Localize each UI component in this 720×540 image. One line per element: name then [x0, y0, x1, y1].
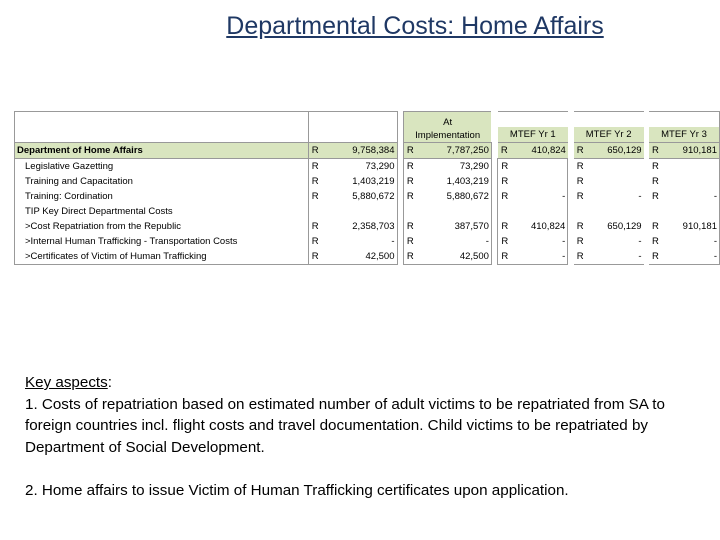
table-row: Training and Capacitation R 1,403,219 R 1,403,219 R R R	[15, 174, 720, 189]
header-mtef-yr3: MTEF Yr 3	[649, 127, 720, 143]
key-aspect-point-1: 1. Costs of repatriation based on estimated number of adult victims to be repatriated from SA to foreign countries incl. flight costs and travel documentation. Child victims to be repatriated by Department of Social Development.	[25, 395, 665, 456]
table-row: TIP Key Direct Departmental Costs	[15, 204, 720, 219]
table-row: Department of Home Affairs R 9,758,384 R 7,787,250 R 410,824 R 650,129 R 910,181	[15, 143, 720, 159]
header-at-implementation: At Implementation	[403, 112, 491, 143]
table-row: Legislative Gazetting R 73,290 R 73,290 R R R	[15, 159, 720, 175]
table-row: >Cost Repatriation from the Republic R 2,358,703 R 387,570 R 410,824 R 650,129 R 910,181	[15, 219, 720, 234]
header-mtef-yr1: MTEF Yr 1	[498, 127, 568, 143]
key-aspects: Key aspects: 1. Costs of repatriation based on estimated number of adult victims to be repatriated from SA to foreign countries incl. flight costs and travel documentation. Child victims to be repatriated by Department of Social Development. 2. Home affairs to issue Victim of Human Trafficking certificates upon application.	[25, 372, 705, 502]
table-row: >Certificates of Victim of Human Trafficking R 42,500 R 42,500 R - R - R -	[15, 249, 720, 265]
page-title: Departmental Costs: Home Affairs	[226, 12, 604, 40]
table-row: >Internal Human Trafficking - Transportation Costs R - R - R - R - R -	[15, 234, 720, 249]
key-aspects-heading: Key aspects	[25, 374, 108, 391]
header-mtef-yr2: MTEF Yr 2	[574, 127, 644, 143]
cost-table	[14, 111, 720, 265]
table-row: Training: Cordination R 5,880,672 R 5,880,672 R - R - R -	[15, 189, 720, 204]
key-aspect-point-2: 2. Home affairs to issue Victim of Human Trafficking certificates upon application.	[25, 482, 569, 499]
